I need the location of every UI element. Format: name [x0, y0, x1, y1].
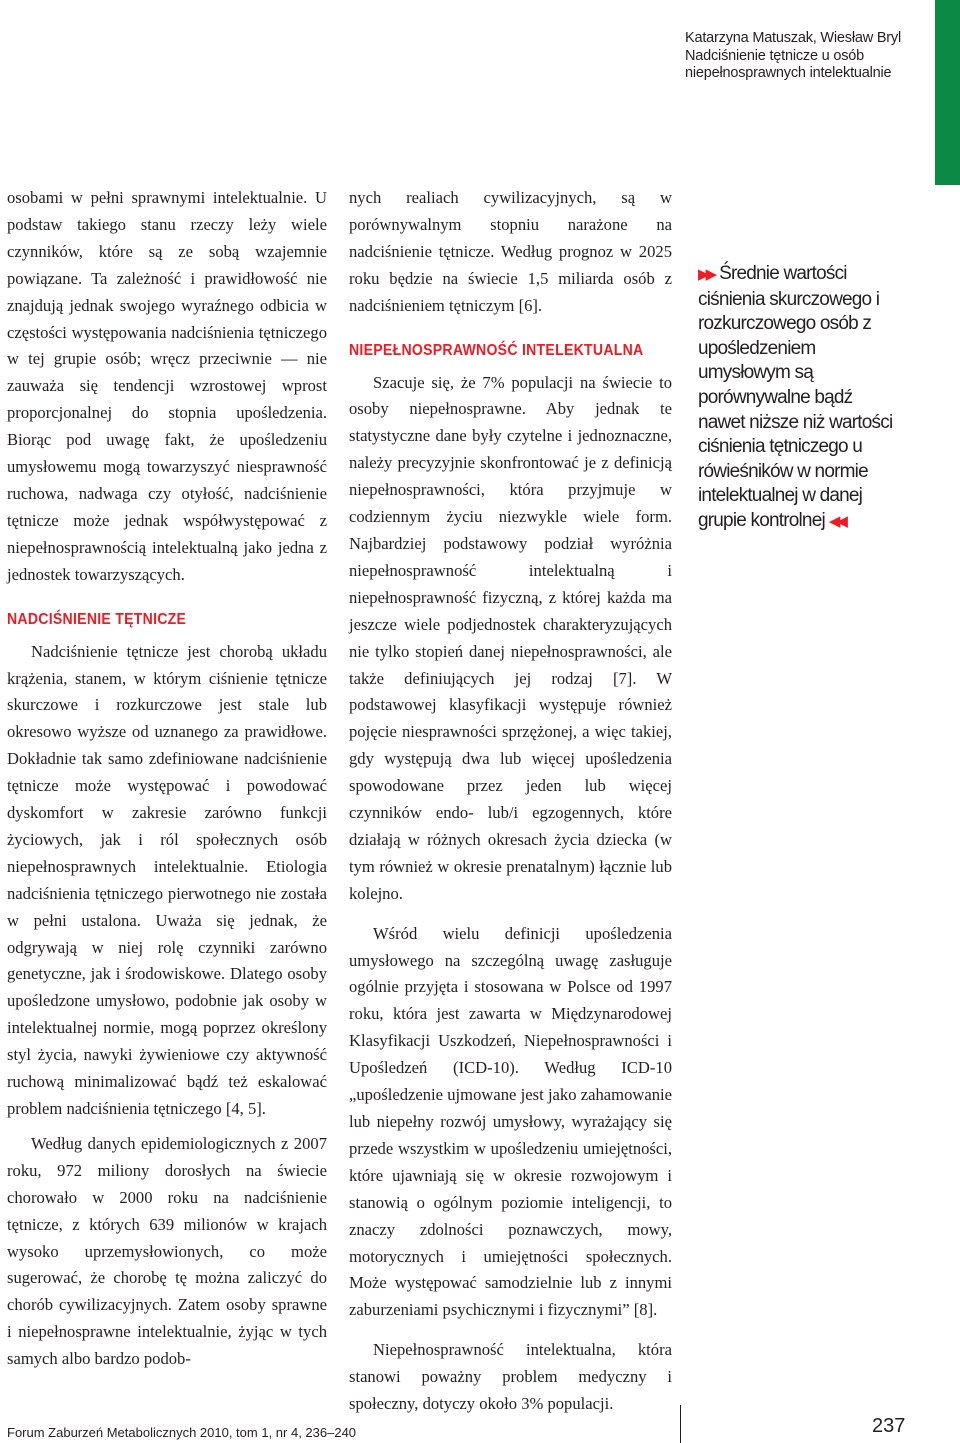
header-title-line2: niepełnosprawnych intelektualnie [685, 65, 892, 81]
running-header [685, 30, 925, 83]
paragraph: Wśród wielu definicji upośledzenia umysłowego na szczególną uwagę zasługuje ogólnie przyjęta i stosowana w Polsce od 1997 roku, która jest zawarta w Międzynarodowej Klasyfikacji Uszkodzeń, Niepełnosprawności i Upośledzeń (ICD-10). Według ICD-10 „upośledzenie ujmowane jest jako zahamowanie lub niepełny rozwój umysłowy, wyrażający się przede wszystkim w upośledzeniu umiejętności, które ujawniają się w okresie rozwojowym i stanowią o ogólnym poziomie inteligencji, to znaczy zdolności poznawczych, mowy, motorycznych i umiejętności społecznych. Może występować samodzielnie lub z innymi zaburzeniami psychicznymi i fizycznymi” [8]. [349, 923, 672, 1320]
header-title-line1: Nadciśnienie tętnicze u osób [685, 47, 864, 64]
section-heading-hypertension: NADCIŚNIENIE TĘTNICZE [7, 610, 187, 628]
paragraph: Według danych epidemiologicznych z 2007 roku, 972 miliony dorosłych na świecie chorowało w 2000 roku na nadciśnienie tętnicze, z których 639 milionów w krajach wysoko uprzemysłowionych, co może sugerować, że chorobę tę można zaliczyć do chorób cywilizacyjnych. Zatem osoby sprawne i niepełnosprawne intelektualnie, żyjąc w tych samych albo bardzo podob- [7, 1133, 327, 1369]
paragraph: osobami w pełni sprawnymi intelektualnie. U podstaw takiego stanu rzeczy leży wiele czynników, które są ze sobą wzajemnie powiązane. Ta zależność i prawidłowość nie znajdują jednak swojego wyraźnego odbicia w częstości występowania nadciśnienia tętniczego w tej grupie osób; wręcz przeciwnie — nie zauważa się tendencji wzrostowej wprost proporcjonalnej do stopnia upośledzenia. Biorąc pod uwagę fakt, że upośledzeniu umysłowemu mogą towarzyszyć niesprawność ruchowa, nadwaga czy otyłość, nadciśnienie tętnicze może jednak współwystępować z niepełnosprawnością intelektualną jako jedna z jednostek towarzyszących. [7, 188, 327, 584]
paragraph: Niepełnosprawność intelektualna, która stanowi poważny problem medyczny i społeczny, dotyczy około 3% populacji. [349, 1340, 672, 1414]
text-column-middle [349, 185, 672, 1418]
footer-divider [680, 1405, 681, 1443]
double-arrow-right-icon: ▶▶ [698, 266, 714, 283]
header-authors: Katarzyna Matuszak, Wiesław Bryl [685, 30, 901, 46]
double-arrow-left-icon: ◀◀ [828, 512, 844, 530]
pull-quote-text: Średnie wartości ciśnienia skurczowego i rozkurczowego osób z upośledzeniem umysłowym są porównywalne bądź nawet niższe niż wartości ciśnienia tętniczego u rówieśników w normie intelektualnej w danej grupie kontrolnej [698, 263, 893, 531]
paragraph: Nadciśnienie tętnicze jest chorobą układu krążenia, stanem, w którym ciśnienie tętnicze skurczowe i rozkurczowe jest stale lub okresowo wyższe od uznanego za prawidłowe. Dokładnie tak samo zdefiniowane nadciśnienie tętnicze może występować i powodować dyskomfort w zakresie zarówno funkcji życiowych, jak i ról społecznych osób niepełnosprawnych intelektualnie. Etiologia nadciśnienia tętniczego pierwotnego nie została w pełni ustalona. Uważa się jednak, że odgrywają w niej rolę czynniki zarówno genetyczne, jak i środowiskowe. Dlatego osoby upośledzone umysłowo, podobnie jak osoby w intelektualnej normie, mogą poprzez określony styl życia, nawyki żywieniowe czy aktywność ruchową minimalizować bądź też eskalować problem nadciśnienia tętniczego [4, 5]. [7, 641, 327, 1118]
page-number: 237 [872, 1415, 906, 1437]
text-column-left [7, 185, 327, 1373]
pull-quote [698, 262, 898, 535]
section-heading-intellectual-disability: NIEPEŁNOSPRAWNOŚĆ INTELEKTUALNA [349, 341, 644, 359]
paragraph: nych realiach cywilizacyjnych, są w porównywalnym stopniu narażone na nadciśnienie tętnicze. Według prognoz w 2025 roku będzie na świecie 1,5 miliarda osób z nadciśnieniem tętniczym [6]. [349, 188, 672, 315]
footer-citation: Forum Zaburzeń Metabolicznych 2010, tom 1, nr 4, 236–240 [7, 1425, 357, 1440]
paragraph: Szacuje się, że 7% populacji na świecie to osoby niepełnosprawne. Aby jednak te statystyczne dane były czytelne i jednoznaczne, należy precyzyjnie skonfrontować je z definicją niepełnosprawności, która przyjmuje w codziennym życiu niezwykle wiele form. Najbardziej podstawowy podział wyróżnia niepełnosprawność intelektualną i niepełnosprawność fizyczną, z której każda ma jeszcze wiele podjednostek charakteryzujących nie tylko stopień danej niepełnosprawności, ale także definiujących jej rodzaj [7]. W podstawowej klasyfikacji występuje również pojęcie niesprawności sprzężonej, a więc takiej, gdy występują dwa lub więcej upośledzenia spowodowane przez jeden lub więcej czynników endo- lub/i egzogennych, które działają w różnych okresach życia dziecka (w tym również w okresie prenatalnym) łącznie lub kolejno. [349, 372, 672, 903]
green-accent-bar [935, 0, 960, 185]
